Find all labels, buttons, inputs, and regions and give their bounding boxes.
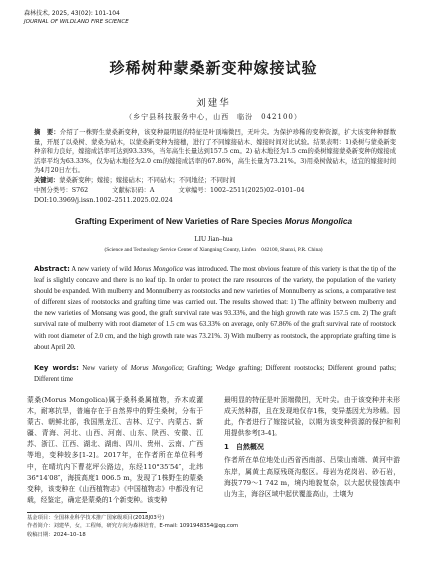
abstract-en-text-2: was introduced. The most obvious feature of this variety is that the tip of the leaf is slightly concave and there is no leaf tip. In order to protect the rare resources of the variety, the population of the variety should be expanded. With mulberry and Monnulberry as rootstocks and new varieties of Monnulberry as scions, a comparative test of different sizes of rootstocks and grafting time was carried out. The results showed that: 1) The affinity between mulberry and the new varieties of Monsang was good, the graft survival rate was 93.33%, and the high growth rate was 157.5 cm. 2) The graft survival rate of mulberry with root diameter of 1.5 cm was 63.33% on average, only 67.86% of the graft survival rate of rootstock with root diameter of 2.0 cm, and the high growth rate was 73.21%. 3) With mulberry as rootstock, the appropriate grafting time is about April 20.	[34, 266, 396, 351]
body-left-text: 蒙桑(Morus Mongolica)属于桑科桑属植物，乔木或灌木，耐寒抗旱，普遍存在于自然界中的野生桑树，分布于蒙古、朝鲜北部，我国黑龙江、吉林、辽宁、内蒙古、新疆、青海、河北、山西、河南、山东、陕西、安徽、江苏、浙江、江西、湖北、湖南、四川、贵州、云南、广西等地，变种较多[1-2]。2017年，在作者所在单位科考中，在晴坑内下曹花坪公路边，东经110°35′54″，北纬36°14′08″，海拔高度1 006.5 m，发现了1株野生的蒙桑变种，该变种在《山西植物志》《中国植物志》中都没有记载，经鉴定，确定是蒙桑的1个新变种。该变种	[27, 396, 203, 504]
article-number: 文章编号：1002–2511(2025)02–0101–04	[178, 187, 305, 194]
abstract-cn-text: 介绍了一株野生蒙桑新变种，该变种最明显的特征是叶顶端微凹，无叶尖。为保护珍稀的变种资源，扩大该变种种群数量，开展了以桑树、蒙桑为砧木，以蒙桑新变种为接穗，进行了不同嫁接砧木、嫁接时间对比试验。结果表明：1)桑树与蒙桑新变种亲和力良好，嫁接成活率可达到93.33%，当年高生长量达到157.5 cm。2) 砧木地径为1.5 cm的桑树嫁接蒙桑新变种的嫁接成活率平均为63.33%，仅为砧木地径为2.0 cm的嫁接成活率的67.86%，高生长量为73.21%。3)用桑树做砧木，适宜的嫁接时间为4月20日左右。	[34, 129, 397, 175]
footnotes	[27, 514, 239, 539]
keywords-cn-label: 关键词：	[34, 177, 60, 184]
keywords-en-species: Morus Mongolica	[130, 365, 182, 372]
keywords-en-label: Key words:	[34, 364, 79, 372]
keywords-en-text-1: New variety of	[78, 365, 131, 372]
keywords-en	[34, 363, 396, 385]
abstract-cn	[34, 128, 396, 176]
clc-number: 中图分类号：S762	[34, 187, 89, 194]
affiliation-cn: （乡宁县科技服务中心，山西 临汾 042100）	[125, 113, 302, 121]
footnote-divider	[27, 512, 147, 513]
title-en-species: Morus Mongolica	[284, 217, 353, 226]
body-column-left	[27, 395, 203, 506]
document-code: 文献标识码：A	[112, 187, 155, 194]
abstract-en-species: Morus Mongolica	[133, 266, 183, 273]
doi: DOI:10.3969/j.issn.1002–2511.2025.02.024	[34, 197, 173, 204]
journal-header	[24, 10, 129, 26]
keywords-cn	[34, 176, 396, 186]
author-cn: 刘建华	[196, 98, 231, 109]
footnote-author: 作者简介：刘建华，女，工程师，研究方向为森林培育，E-mail: 1091948354@qq.com	[27, 523, 239, 530]
section-heading: 1 自然概况	[224, 443, 264, 452]
footnote-received: 收稿日期：2024–10–18	[27, 531, 86, 538]
keywords-en-text-2: ; Grafting; Wedge grafting; Different rootstocks; Different ground paths; Different time	[34, 365, 396, 384]
author-en: LIU Jian–hua	[194, 235, 233, 243]
title-en-main: Grafting Experiment of New Varieties of Rare Species	[74, 217, 285, 226]
journal-name-en: JOURNAL OF WILDLAND FIRE SCIENCE	[24, 19, 129, 25]
classification-row	[34, 186, 396, 196]
body-column-right	[224, 395, 400, 500]
abstract-en-text-1: A new variety of wild	[69, 266, 134, 273]
body-right-section-text: 作者所在单位地处山西省西南部、吕梁山南端、黄河中游东岸，属黄土高原残斑沟壑区。母岩为花岗岩、砂石岩，海拔779～1 742 m，境内地貌复杂，以大起伏侵蚀高中山为主，海谷区域中起伏覆盖高山，土壤为	[224, 456, 400, 498]
paper-title-cn: 珍稀树种蒙桑新变种嫁接试验	[109, 59, 318, 77]
footnote-fund: 基金项目：全国林业科学技术推广国家级项目(2018J03号)	[27, 515, 165, 521]
paper-title-en	[0, 217, 427, 226]
abstract-cn-label: 摘 要：	[34, 129, 60, 136]
affiliation-en: (Science and Technology Service Center of Xiangning County, Linfen 042100, Shanxi, P.R. China)	[104, 247, 323, 253]
keywords-cn-text: 蒙桑新变种；嫁接；嫁接砧木；不同砧木；不同地径；不同时间	[59, 177, 236, 184]
abstract-en	[34, 264, 396, 353]
journal-citation: 森林技术, 2025, 43(02): 101-104	[24, 10, 120, 17]
body-right-intro: 最明显的特征是叶顶端微凹，无叶尖。由于该变种并未形成天然种群，且在发现地仅存1株，变异基因尤为珍稀。因此，作者进行了嫁接试验，以期为该变种资源的保护和利用提供参考[3-4]。	[224, 396, 400, 438]
abstract-en-label: Abstract:	[34, 265, 70, 273]
